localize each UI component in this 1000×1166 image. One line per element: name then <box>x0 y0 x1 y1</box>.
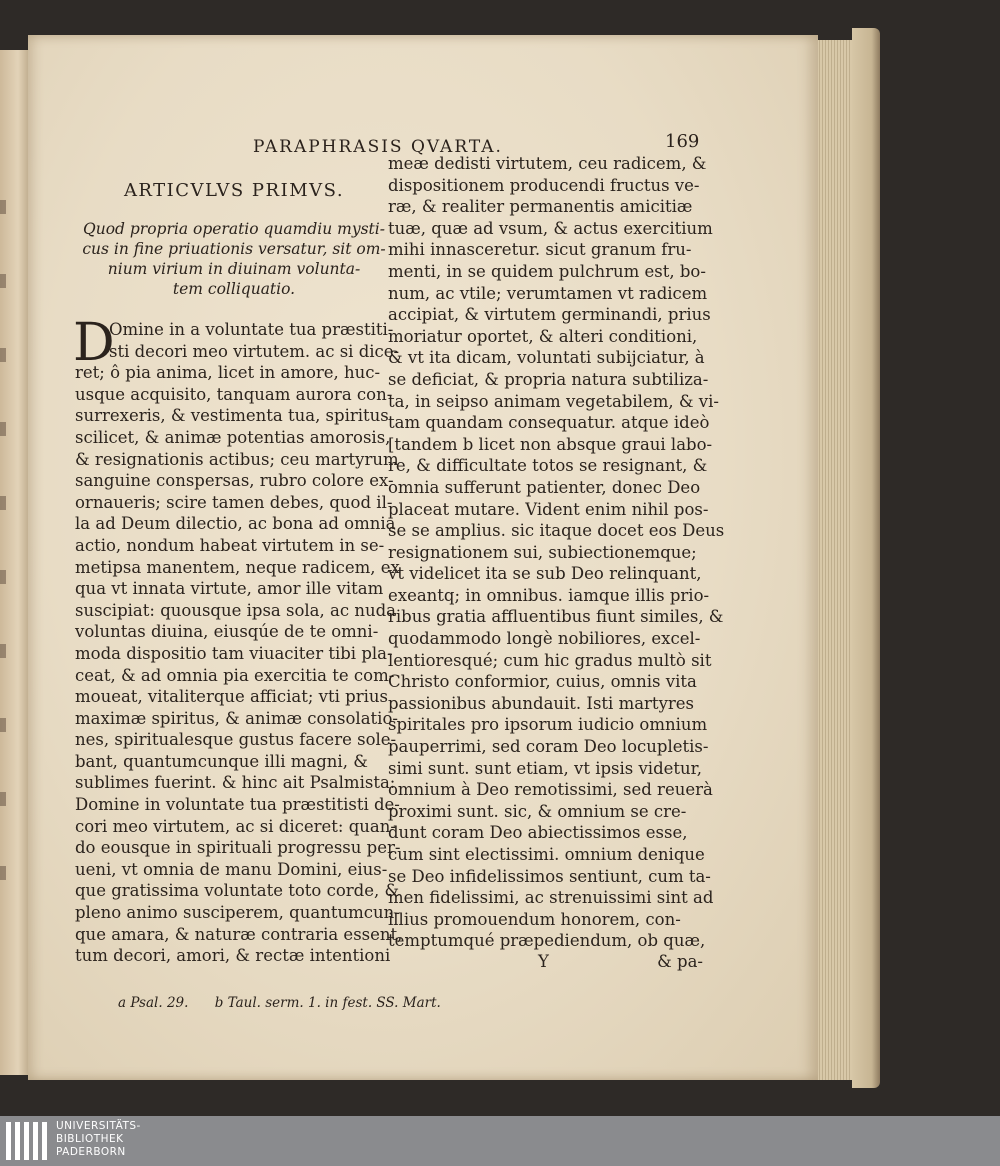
text-line: que gratissima voluntate toto corde, & <box>75 881 400 901</box>
summary-line: tem colliquatio. <box>172 280 296 298</box>
text-line: cum sint electissimi. omnium denique <box>388 845 705 864</box>
text-line: Domine in voluntate tua præstitisti de- <box>75 795 400 815</box>
text-line: moriatur oportet, & alteri conditioni, <box>388 326 698 346</box>
library-name-line: UNIVERSITÄTS- <box>56 1120 141 1132</box>
text-line: & vt ita dicam, voluntati subijciatur, à <box>388 348 705 368</box>
text-line: ret; ô pia anima, licet in amore, huc- <box>75 363 381 383</box>
text-line: actio, nondum habeat virtutem in se- <box>75 535 385 555</box>
library-logo-icon <box>6 1122 50 1160</box>
text-line: tuæ, quæ ad vsum, & actus exercitium <box>388 218 713 238</box>
drop-cap: D <box>73 313 115 373</box>
article-title: ARTICVLVS PRIMVS. <box>123 180 345 201</box>
text-line: lentioresqué; cum hic gradus multò sit <box>388 650 712 670</box>
text-line: temptumqué præpediendum, ob quæ, <box>388 931 706 951</box>
text-line: maximæ spiritus, & animæ consolatio- <box>75 708 398 728</box>
text-line: qua vt innata virtute, amor ille vitam <box>75 579 384 599</box>
facing-page-edge <box>0 50 30 1075</box>
text-line: placeat mutare. Vident enim nihil pos- <box>388 499 709 519</box>
text-line: ræ, & realiter permanentis amicitiæ <box>388 197 693 217</box>
footnotes <box>118 995 463 1011</box>
text-line: se se amplius. sic itaque docet eos Deus <box>388 521 725 541</box>
text-line: exeantq; in omnibus. iamque illis prio- <box>388 585 710 605</box>
text-line: resignationem sui, subiectionemque; <box>388 542 697 562</box>
text-line: illius promouendum honorem, con- <box>388 909 681 929</box>
left-column <box>73 180 403 967</box>
summary-line: nium virium in diuinam volunta- <box>107 260 361 278</box>
library-name-line: BIBLIOTHEK <box>56 1133 124 1145</box>
left-column-text <box>73 313 403 967</box>
text-line: dunt coram Deo abiectissimos esse, <box>388 823 688 843</box>
text-line: cori meo virtutem, ac si diceret: quan- <box>75 816 396 836</box>
text-line: scilicet, & animæ potentias amorosis, <box>75 427 391 447</box>
text-line: pauperrimi, sed coram Deo locupletis- <box>388 737 709 757</box>
text-line: bant, quantumcunque illi magni, & <box>75 751 368 771</box>
text-line: ueni, vt omnia de manu Domini, eius- <box>75 859 388 879</box>
text-line: se deficiat, & propria natura subtiliza- <box>388 369 709 389</box>
text-line: do eousque in spirituali progressu per- <box>75 838 401 858</box>
right-column <box>388 153 725 974</box>
text-line: ceat, & ad omnia pia exercitia te com- <box>75 665 395 685</box>
text-line: proximi sunt. sic, & omnium se cre- <box>388 801 687 821</box>
text-line: menti, in se quidem pulchrum est, bo- <box>388 261 706 281</box>
text-line: voluntas diuina, eiusqúe de te omni- <box>75 622 379 642</box>
text-line: ta, in seipso animam vegetabilem, & vi- <box>388 391 719 411</box>
text-line: omnia sufferunt patienter, donec Deo <box>388 477 701 497</box>
text-line: que amara, & naturæ contraria essent, <box>75 924 403 944</box>
footnote-a: a Psal. 29. <box>118 995 189 1011</box>
summary-line: cus in fine priuationis versatur, sit om- <box>82 240 386 258</box>
text-line: passionibus abundauit. Isti martyres <box>388 693 695 713</box>
text-line: sanguine conspersas, rubro colore ex- <box>75 471 394 491</box>
text-line: ribus gratia affluentibus fiunt similes, & <box>388 607 724 627</box>
text-line: num, ac vtile; verumtamen vt radicem <box>388 283 708 303</box>
text-line: sti decori meo virtutem. ac si dice- <box>109 341 400 361</box>
text-line: meæ dedisti virtutem, ceu radicem, & <box>388 154 707 173</box>
text-line: spiritales pro ipsorum iudicio omnium <box>388 715 708 735</box>
text-line: Christo conformior, cuius, omnis vita <box>388 672 697 692</box>
text-line: accipiat, & virtutem germinandi, prius <box>388 305 711 325</box>
text-line: suscipiat: quousque ipsa sola, ac nuda <box>75 600 396 620</box>
running-head: PARAPHRASIS QVARTA. <box>253 137 503 157</box>
library-footer-bar <box>0 1116 1000 1166</box>
text-line: moda dispositio tam viuaciter tibi pla- <box>75 643 393 663</box>
text-line: moueat, vitaliterque afficiat; vti prius <box>75 687 388 707</box>
text-line: la ad Deum dilectio, ac bona ad omnia <box>75 514 396 534</box>
text-line: tam quandam consequatur. atque ideò <box>388 413 710 433</box>
text-line: pleno animo susciperem, quantumcun- <box>75 903 400 923</box>
text-line: omnium à Deo remotissimi, sed reuerà <box>388 780 713 800</box>
text-line: Omine in a voluntate tua præstiti- <box>109 320 394 339</box>
text-line: vt videlicet ita se sub Deo relinquant, <box>388 564 702 584</box>
text-line: surrexeris, & vestimenta tua, spiritus <box>75 406 389 426</box>
text-line: quodammodo longè nobiliores, excel- <box>388 629 701 649</box>
text-line: metipsa manentem, neque radicem, ex <box>75 557 400 577</box>
text-line: men fidelissimi, ac strenuissimi sint ad <box>388 888 714 908</box>
signature-mark: Y <box>538 951 549 971</box>
summary-line: Quod propria operatio quamdiu mysti- <box>83 220 385 238</box>
text-line: & resignationis actibus; ceu martyrum <box>75 449 399 469</box>
text-line: dispositionem producendi fructus ve- <box>388 175 700 195</box>
footnote-b: b Taul. serm. 1. in fest. SS. Mart. <box>214 995 441 1011</box>
library-name-line: PADERBORN <box>56 1146 126 1158</box>
text-line: usque acquisito, tanquam aurora con- <box>75 384 393 404</box>
text-line: simi sunt. sunt etiam, vt ipsis videtur, <box>388 758 702 778</box>
book-cover-edge <box>852 28 880 1088</box>
catchword: & pa- <box>657 951 703 971</box>
text-line: ornaueris; scire tamen debes, quod il- <box>75 492 393 512</box>
text-line: nes, spiritualesque gustus facere sole- <box>75 730 397 750</box>
right-column-text <box>388 153 725 952</box>
text-line: [tandem b licet non absque graui labo- <box>388 434 713 454</box>
page-foot-row <box>388 952 703 974</box>
book-page <box>28 35 818 1080</box>
text-line: sublimes fuerint. & hinc ait Psalmista: <box>75 773 396 793</box>
library-name <box>56 1120 141 1159</box>
text-line: se Deo infidelissimos sentiunt, cum ta- <box>388 866 711 886</box>
article-summary <box>75 219 393 299</box>
text-line: tum decori, amori, & rectæ intentioni <box>75 946 391 966</box>
text-line: mihi innasceretur. sicut granum fru- <box>388 240 692 260</box>
text-line: re, & difficultate totos se resignant, & <box>388 456 708 476</box>
page-number: 169 <box>665 131 700 152</box>
